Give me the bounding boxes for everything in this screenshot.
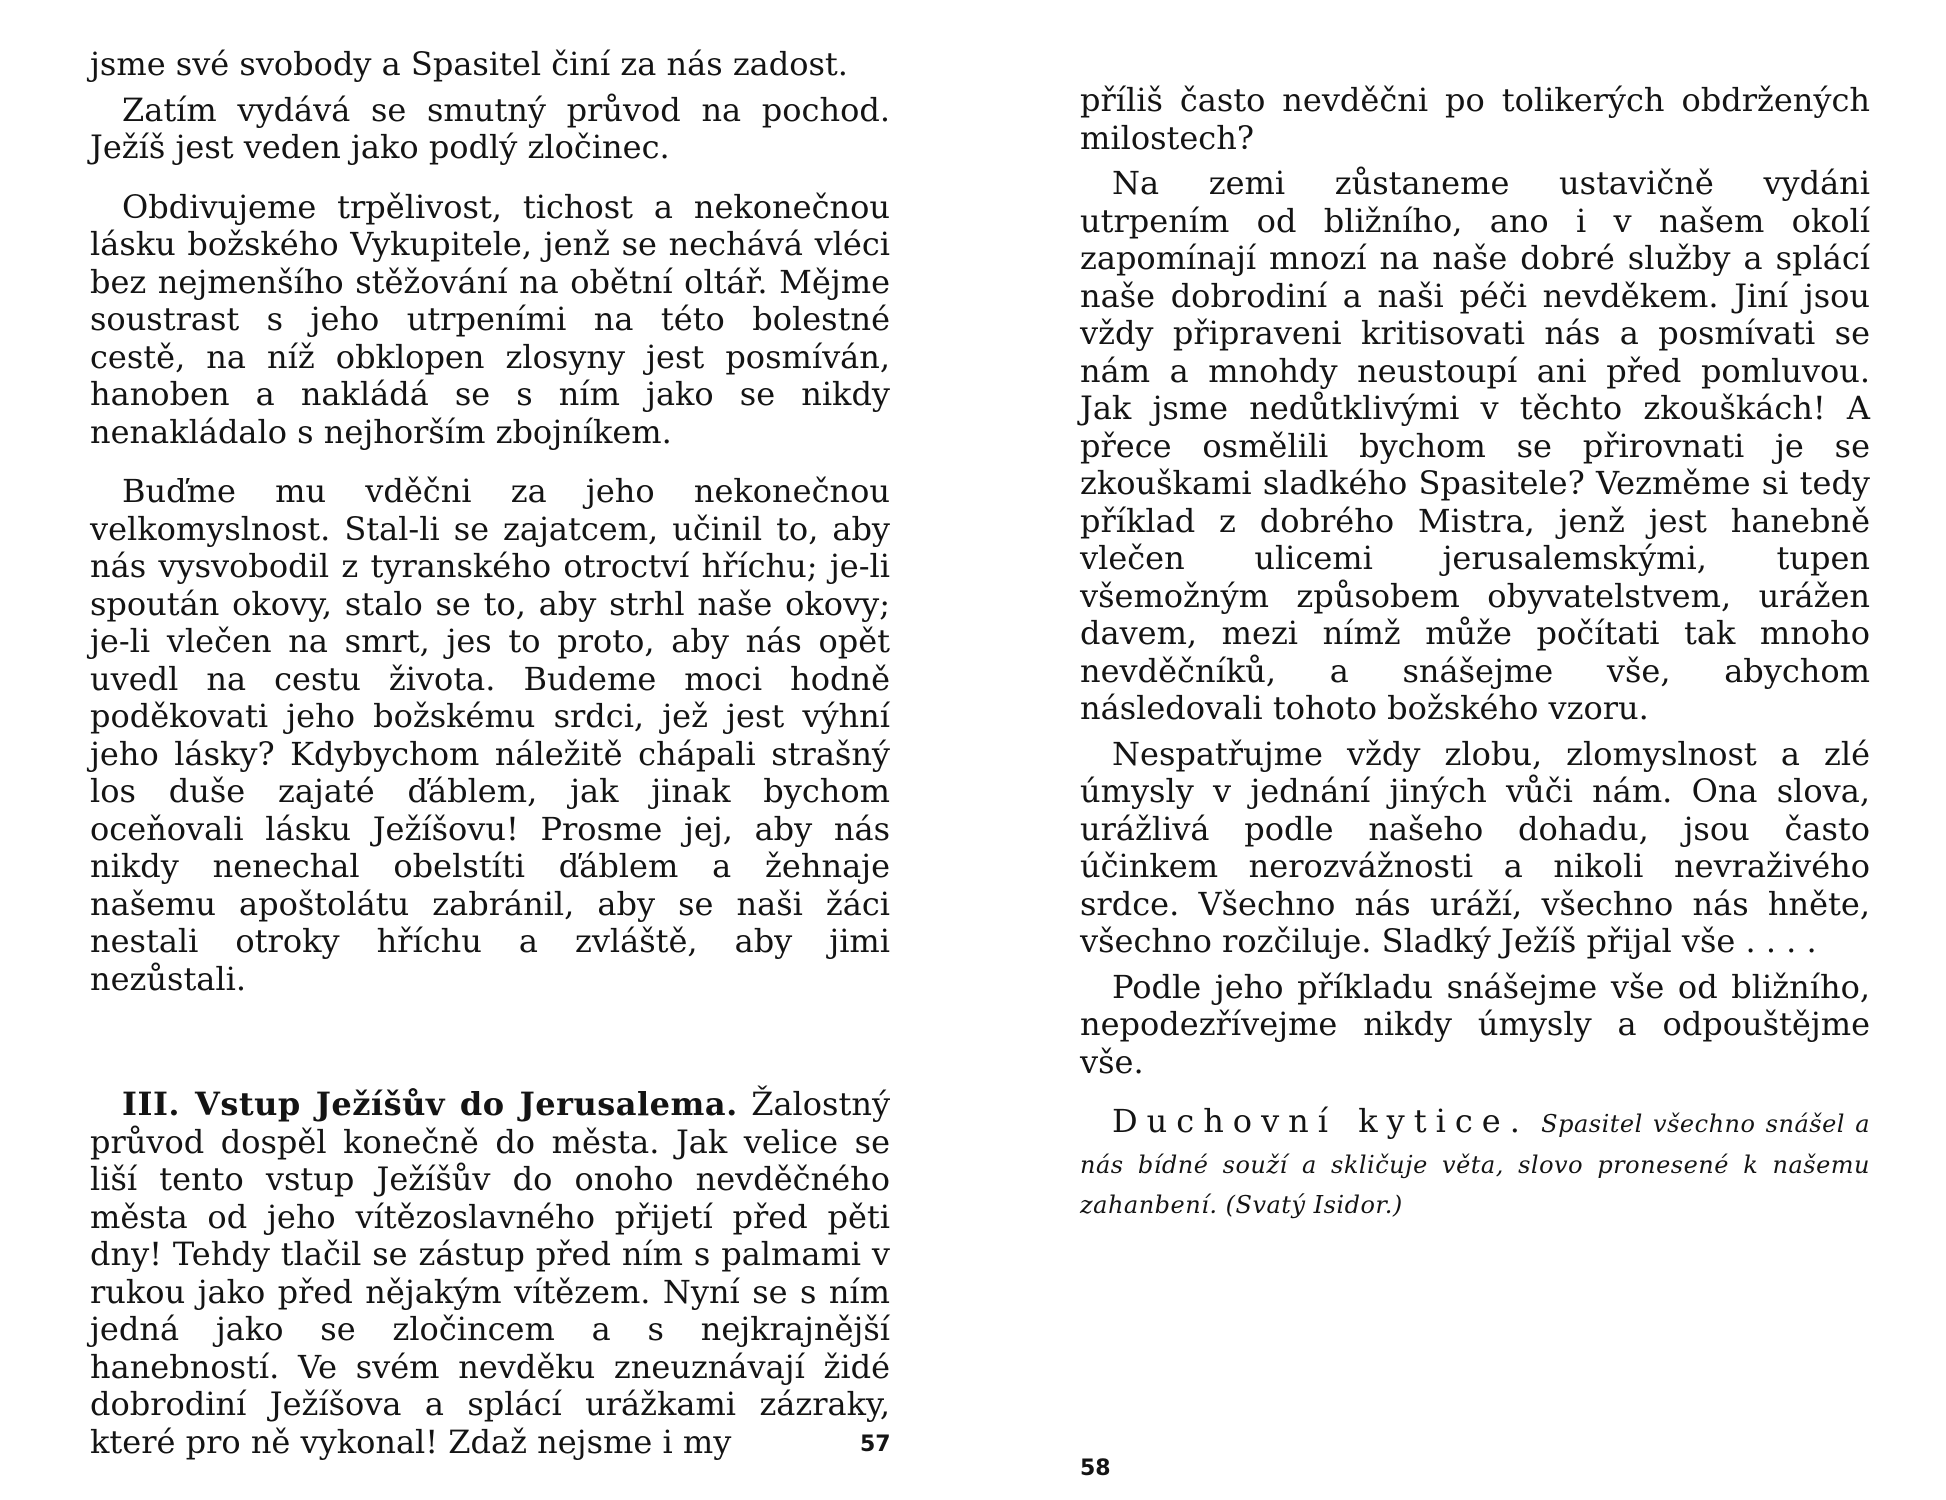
section-text: Žalostný průvod dospěl konečně do města. Jak velice se liší tento vstup Ježíšův do onoho nevděčného města od jeho vítězoslavného přijetí před pěti dny! Tehdy tlačil se zástup před ním s palmami v rukou jako před nějakým vítězem. Nyní se s ním jedná jako se zločincem a s nejkrajnější hanebností. Ve svém nevděku zneuznávají židé dobrodiní Ježíšova a splácí urážkami zázraky, které pro ně vykonal! Zdaž nejsme i my: [90, 1085, 891, 1461]
book-gutter: [973, 0, 974, 1500]
bouquet-quote: Spasitel všechno snášel a nás bídné souží a skličuje věta, slovo pronesené k našemu zahanbení. (Svatý Isidor.): [1080, 1110, 1871, 1219]
page-number-left: 57: [860, 1432, 891, 1457]
right-paragraph-2: Na zemi zůstaneme ustavičně vydáni utrpením od bližního, ano i v našem okolí zapomínají mnozí na naše dobré služby a splácí naše dobrodiní a naši péči nevděkem. Jiní jsou vždy připraveni kritisovati nás a posmívati se nám a mnohdy neustoupí ani před pomluvou. Jak jsme nedůtklivými v těchto zkouškách! A přece osmělili bychom se přirovnati je se zkouškami sladkého Spasitele? Vezměme si tedy příklad z dobrého Mistra, jenž jest hanebně vlečen ulicemi jerusalemskými, tupen všemožným způsobem obyvatelstvem, urážen davem, mezi nímž může počítati tak mnoho nevděčníků, a snášejme vše, abychom následovali tohoto božského vzoru.: [1080, 164, 1870, 727]
section-heading: III. Vstup Ježíšův do Jerusalema.: [122, 1085, 738, 1123]
right-page: [1080, 0, 1870, 1500]
page-number-right: 58: [1080, 1456, 1111, 1481]
left-paragraph-1: jsme své svobody a Spasitel činí za nás zadost.: [90, 45, 848, 83]
left-page: [90, 0, 890, 1500]
right-paragraph-3: Nespatřujme vždy zlobu, zlomyslnost a zlé úmysly v jednání jiných vůči nám. Ona slova, urážlivá podle našeho dohadu, jsou často účinkem nerozvážnosti a nikoli nevraživého srdce. Všechno nás uráží, všechno nás hněte, všechno rozčiluje. Sladký Ježíš přijal vše . . . .: [1080, 734, 1870, 960]
right-paragraph-1: příliš často nevděčni po tolikerých obdržených milostech?: [1080, 81, 1870, 157]
bouquet-label: Duchovní kytice.: [1112, 1102, 1529, 1140]
left-paragraph-2: Zatím vydává se smutný průvod na pochod. Ježíš jest veden jako podlý zločinec.: [90, 90, 890, 166]
section-paragraph: [90, 1086, 890, 1461]
left-paragraph-3: Obdivujeme trpělivost, tichost a nekonečnou lásku božského Vykupitele, jenž se nechává vléci bez nejmenšího stěžování na obětní oltář. Mějme soustrast s jeho utrpeními na této bolestné cestě, na níž obklopen zlosyny jest posmíván, hanoben a nakládá se s ním jako se nikdy nenakládalo s nejhorším zbojníkem.: [90, 187, 890, 451]
spiritual-bouquet: [1080, 1103, 1870, 1225]
left-page-text: [90, 46, 890, 1461]
left-paragraph-4: Buďme mu vděčni za jeho nekonečnou velkomyslnost. Stal-li se zajatcem, učinil to, aby nás vysvobodil z tyranského otroctví hříchu; je-li spoután okovy, stalo se to, aby strhl naše okovy; je-li vlečen na smrt, jes to proto, aby nás opět uvedl na cestu života. Budeme moci hodně poděkovati jeho božskému srdci, jež jest výhní jeho lásky? Kdybychom náležitě chápali strašný los duše zajaté ďáblem, jak jinak bychom oceňovali lásku Ježíšovu! Prosme jej, aby nás nikdy nenechal obelstíti ďáblem a žehnaje našemu apoštolátu zabránil, aby se naši žáci nestali otroky hříchu a zvláště, aby jimi nezůstali.: [90, 472, 890, 998]
right-page-text: [1080, 82, 1870, 1225]
right-paragraph-4: Podle jeho příkladu snášejme vše od bližního, nepodezřívejme nikdy úmysly a odpouštějme vše.: [1080, 967, 1870, 1081]
